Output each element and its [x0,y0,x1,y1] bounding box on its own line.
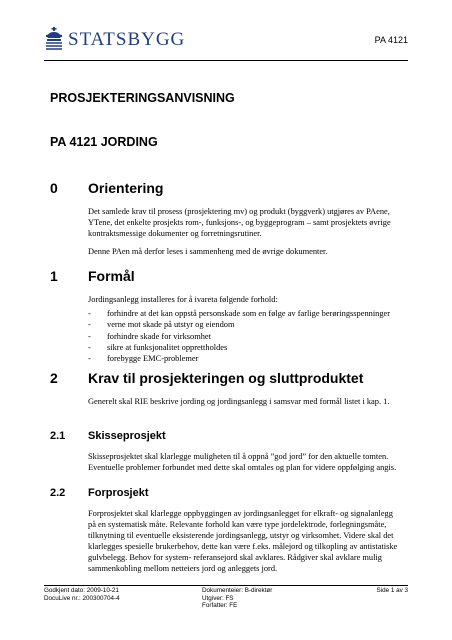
doculive-number: DocuLive nr.: 200300704-4 [44,594,120,602]
list-dash: - [88,354,91,364]
footer-left [44,587,120,602]
section-2-2-body [88,508,400,574]
heading-forprosjekt [50,487,149,499]
document-owner: Dokumenteier: B-direktør [202,587,273,594]
paragraph: Det samlede krav til prosess (prosjektering mv) og produkt (byggverk) utgjøres av PAene, YTene, det enkelte prosjekts rom-, funksjons-, og byggeprogram – samt prosjektets øvrige kontraktsmessige dokumenter og forretningsrutiner. [88,207,391,238]
document-title: PROSJEKTERINGSANVISNING [50,91,235,105]
purpose-list [88,308,400,364]
heading-skisseprosjekt [50,430,166,442]
heading-orientering [50,180,163,196]
header-divider [44,60,408,61]
heading-krav [50,370,363,386]
footer-middle [202,587,272,610]
section-1-intro: Jordingsanlegg installeres for å ivareta følgende forhold: [88,295,278,304]
heading-number: 2.1 [50,430,66,442]
list-item: - forhindre at det kan oppstå personskade som en følge av farlige berøringsspenninger [88,309,391,318]
section-2-body [88,396,400,407]
list-item: - forebygge EMC-problemer [88,354,199,364]
list-dash: - [88,309,91,318]
list-dash: - [88,331,91,341]
heading-number: 2.2 [50,487,66,499]
paragraph: Skisseprosjektet skal klarlegge muligheten til å oppnå ”god jord” for den aktuelle tomten. Eventuelle problemer forbundet med dette skal omtales og plan for videre oppfølging angis. [88,452,397,472]
list-dash: - [88,320,91,330]
paragraph: Forprosjektet skal klarlegge oppbyggingen av jordingsanlegget for elkraft- og signalanlegg på en systematisk måte. Relevante forhold kan være type jordelektrode, forlegningsmåte, tilknytning til eventuelle eksisterende jordingsanlegg, utstyr og virksomhet. Videre skal det klarlegges spesielle brukerbehov, dette kan være f.eks. målejord og tilkopling av antistatiske gulvbelegg. Behov for system- referansejord skal avklares. Rådgiver skal avklare mulig sammenkobling mellom netteiers jord og anleggets jord. [88,509,398,573]
heading-text: Formål [88,268,135,284]
heading-number: 1 [50,268,58,284]
author: Forfatter: FE [202,602,238,610]
statsbygg-logo [44,27,185,53]
heading-formaal [50,268,135,284]
heading-number: 2 [50,370,58,386]
list-dash: - [88,342,91,352]
list-item: - verne mot skade på utstyr og eiendom [88,320,235,330]
publisher: Utgiver: FS [202,594,234,602]
heading-text: Orientering [88,180,164,196]
paragraph: Denne PAen må derfor leses i sammenheng med de øvrige dokumenter. [88,247,328,256]
list-item: - forhindre skade for virksomhet [88,331,211,341]
document-code: PA 4121 [374,35,408,45]
section-0-body [88,206,400,257]
heading-text: Forprosjekt [88,487,149,499]
section-2-1-body [88,451,400,473]
document-subtitle: PA 4121 JORDING [50,135,158,149]
logo-text: STATSBYGG [68,29,186,50]
footer-divider [44,585,408,586]
paragraph: Generelt skal RIE beskrive jording og jordingsanlegg i samsvar med formål listet i kap. 1. [88,397,390,406]
crown-icon [44,27,64,53]
page-number: Side 1 av 3 [376,587,408,594]
list-item: - sikre at funksjonalitet opprettholdes [88,342,228,352]
heading-number: 0 [50,180,58,196]
heading-text: Krav til prosjekteringen og sluttproduktet [88,370,364,386]
approved-date: Godkjent dato: 2009-10-21 [44,587,119,594]
heading-text: Skisseprosjekt [88,430,166,442]
